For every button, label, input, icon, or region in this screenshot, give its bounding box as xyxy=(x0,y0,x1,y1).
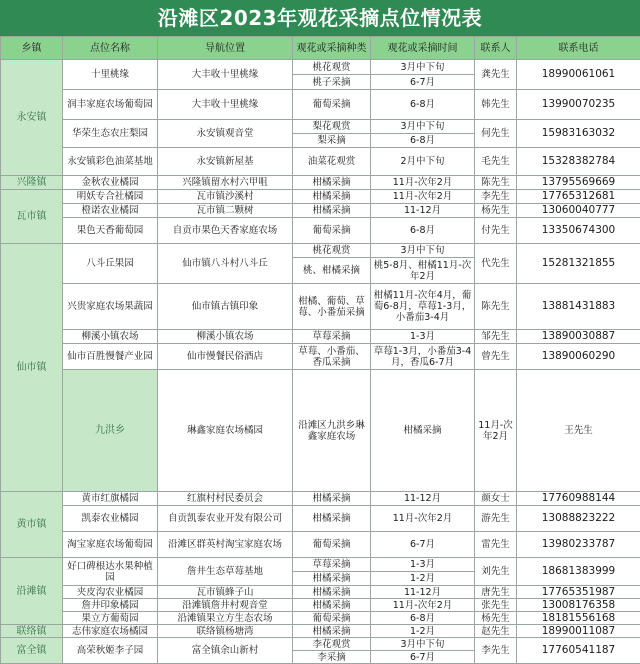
table-row xyxy=(1,370,640,492)
phone-cell: 13990070235 xyxy=(517,90,640,120)
time-cell: 11-12月 xyxy=(371,204,475,218)
category-cell: 柑橘采摘 xyxy=(293,176,371,190)
category-cell: 桃花观赏 xyxy=(293,244,371,258)
time-cell: 1-2月 xyxy=(371,572,475,586)
category-cell: 油菜花观赏 xyxy=(293,148,371,176)
nav-location-cell: 兴隆镇留水村六甲咀 xyxy=(158,176,293,190)
table-header-row xyxy=(1,37,640,60)
header-phone: 联系电话 xyxy=(517,37,640,60)
table-row xyxy=(1,284,640,330)
category-cell: 梨采摘 xyxy=(293,134,371,148)
time-cell: 6-7月 xyxy=(371,651,475,664)
spot-name-cell: 黄市红旗橘园 xyxy=(63,492,158,506)
spot-name-cell: 淘宝家庭农场葡萄园 xyxy=(63,532,158,558)
table-row xyxy=(1,599,640,612)
contact-cell: 韩先生 xyxy=(475,90,517,120)
header-spot-name: 点位名称 xyxy=(63,37,158,60)
phone-cell: 18181556168 xyxy=(517,612,640,625)
time-cell: 6-8月 xyxy=(371,90,475,120)
category-cell: 桃花观赏 xyxy=(293,60,371,75)
phone-cell: 13088823222 xyxy=(517,506,640,532)
phone-cell: 17760988144 xyxy=(517,492,640,506)
time-cell: 桃5-8月、柑橘11月-次年2月 xyxy=(371,258,475,284)
table-row xyxy=(1,612,640,625)
nav-location-cell: 永安镇观音堂 xyxy=(158,120,293,148)
table-row xyxy=(1,90,640,120)
contact-cell: 雷先生 xyxy=(475,532,517,558)
table-row xyxy=(1,60,640,75)
time-cell: 柑橘11月-次年4月，葡萄6-8月，草莓1-3月，小番茄3-4月 xyxy=(371,284,475,330)
contact-cell: 颜女士 xyxy=(475,492,517,506)
header-nav-location: 导航位置 xyxy=(158,37,293,60)
phone-cell: 17765351987 xyxy=(517,586,640,599)
phone-cell: 13350674300 xyxy=(517,218,640,244)
time-cell: 1-2月 xyxy=(371,625,475,638)
table-row xyxy=(1,558,640,572)
spot-name-cell: 夹皮沟农业橘园 xyxy=(63,586,158,599)
category-cell: 桃子采摘 xyxy=(293,75,371,90)
spot-name-cell: 果色天香葡萄园 xyxy=(63,218,158,244)
spot-name-cell: 明妖专合社橘园 xyxy=(63,190,158,204)
spot-name-cell: 橙诺农业橘园 xyxy=(63,204,158,218)
time-cell: 3月中下旬 xyxy=(371,638,475,651)
spot-name-cell: 兴贵家庭农场果蔬园 xyxy=(63,284,158,330)
nav-location-cell: 瓦市镇二颗树 xyxy=(158,204,293,218)
table-row xyxy=(1,330,640,344)
category-cell: 柑橘采摘 xyxy=(293,190,371,204)
time-cell: 6-8月 xyxy=(371,218,475,244)
spot-name-cell: 志伟家庭农场橘园 xyxy=(63,625,158,638)
nav-location-cell: 沿滩镇果立方生态农场 xyxy=(158,612,293,625)
town-cell: 黄市镇 xyxy=(1,492,63,558)
phone-cell: 13060040777 xyxy=(517,204,640,218)
time-cell: 6-8月 xyxy=(371,134,475,148)
nav-location-cell: 红旗村村民委员会 xyxy=(158,492,293,506)
contact-cell: 杨先生 xyxy=(475,612,517,625)
category-cell: 梨花观赏 xyxy=(293,120,371,134)
spot-name-cell: 詹井印象橘园 xyxy=(63,599,158,612)
category-cell: 柑橘采摘 xyxy=(293,572,371,586)
category-cell: 柑橘采摘 xyxy=(371,370,475,492)
nav-location-cell: 仙市镇古镇印象 xyxy=(158,284,293,330)
spot-name-cell: 琳鑫家庭农场橘园 xyxy=(158,370,293,492)
category-cell: 葡萄采摘 xyxy=(293,218,371,244)
time-cell: 6-7月 xyxy=(371,75,475,90)
contact-cell: 唐先生 xyxy=(475,586,517,599)
phone-cell: 18990011087 xyxy=(517,625,640,638)
table-row xyxy=(1,638,640,651)
table-row xyxy=(1,204,640,218)
phone-cell: 18990061061 xyxy=(517,60,640,90)
category-cell: 柑橘采摘 xyxy=(293,492,371,506)
spot-name-cell: 仙市百胜慢餐产业园 xyxy=(63,344,158,370)
table-row xyxy=(1,492,640,506)
nav-location-cell: 瓦市镇蜂子山 xyxy=(158,586,293,599)
contact-cell: 杨先生 xyxy=(475,204,517,218)
header-town: 乡镇 xyxy=(1,37,63,60)
contact-cell: 龚先生 xyxy=(475,60,517,90)
table-row xyxy=(1,218,640,244)
spot-name-cell: 润丰家庭农场葡萄园 xyxy=(63,90,158,120)
phone-cell: 13008176358 xyxy=(517,599,640,612)
time-cell: 11-12月 xyxy=(371,586,475,599)
time-cell: 2月中下旬 xyxy=(371,148,475,176)
spot-name-cell: 八斗丘果园 xyxy=(63,244,158,284)
table-row xyxy=(1,625,640,638)
time-cell: 11月-次年2月 xyxy=(371,506,475,532)
phone-cell: 13795569669 xyxy=(517,176,640,190)
nav-location-cell: 沿滩区群英村淘宝家庭农场 xyxy=(158,532,293,558)
category-cell: 桃、柑橘采摘 xyxy=(293,258,371,284)
contact-cell: 李先生 xyxy=(475,638,517,664)
category-cell: 草莓、小番茄、香瓜采摘 xyxy=(293,344,371,370)
town-cell: 九洪乡 xyxy=(63,370,158,492)
nav-location-cell: 永安镇新屋基 xyxy=(158,148,293,176)
contact-cell: 王先生 xyxy=(517,370,640,492)
contact-cell: 何先生 xyxy=(475,120,517,148)
table-row xyxy=(1,532,640,558)
time-cell: 1-3月 xyxy=(371,330,475,344)
table-row xyxy=(1,176,640,190)
nav-location-cell: 自贡凯泰农业开发有限公司 xyxy=(158,506,293,532)
time-cell: 6-7月 xyxy=(371,532,475,558)
table-row xyxy=(1,244,640,258)
nav-location-cell: 联络镇杨塘湾 xyxy=(158,625,293,638)
nav-location-cell: 柳溪小镇农场 xyxy=(158,330,293,344)
table-row xyxy=(1,586,640,599)
picking-spots-table xyxy=(0,36,640,664)
town-cell: 永安镇 xyxy=(1,60,63,176)
category-cell: 李采摘 xyxy=(293,651,371,664)
category-cell: 葡萄采摘 xyxy=(293,90,371,120)
nav-location-cell: 富全镇余山新村 xyxy=(158,638,293,664)
nav-location-cell: 詹井生态草莓基地 xyxy=(158,558,293,586)
phone-cell: 13881431883 xyxy=(517,284,640,330)
contact-cell: 邹先生 xyxy=(475,330,517,344)
time-cell: 11月-次年2月 xyxy=(371,599,475,612)
category-cell: 柑橘、葡萄、草莓、小番茄采摘 xyxy=(293,284,371,330)
category-cell: 柑橘采摘 xyxy=(293,625,371,638)
spot-name-cell: 华荣生态农庄梨园 xyxy=(63,120,158,148)
category-cell: 葡萄采摘 xyxy=(293,532,371,558)
town-cell: 联络镇 xyxy=(1,625,63,638)
category-cell: 柑橘采摘 xyxy=(293,204,371,218)
time-cell: 11-12月 xyxy=(371,492,475,506)
time-cell: 3月中下旬 xyxy=(371,120,475,134)
time-cell: 6-8月 xyxy=(371,612,475,625)
contact-cell: 陈先生 xyxy=(475,284,517,330)
category-cell: 草莓采摘 xyxy=(293,558,371,572)
spot-name-cell: 好口碑根达水果种植园 xyxy=(63,558,158,586)
category-cell: 柑橘采摘 xyxy=(293,586,371,599)
nav-location-cell: 瓦市镇沙溪村 xyxy=(158,190,293,204)
phone-cell: 15281321855 xyxy=(517,244,640,284)
contact-cell: 毛先生 xyxy=(475,148,517,176)
spot-name-cell: 十里桃缘 xyxy=(63,60,158,90)
nav-location-cell: 大丰收十里桃缘 xyxy=(158,60,293,90)
spot-name-cell: 凯泰农业橘园 xyxy=(63,506,158,532)
table-row xyxy=(1,148,640,176)
contact-cell: 代先生 xyxy=(475,244,517,284)
category-cell: 柑橘采摘 xyxy=(293,599,371,612)
category-cell: 柑橘采摘 xyxy=(293,506,371,532)
time-cell: 3月中下旬 xyxy=(371,60,475,75)
time-cell: 草莓1-3月，小番茄3-4月，香瓜6-7月 xyxy=(371,344,475,370)
table-row xyxy=(1,344,640,370)
town-cell: 兴隆镇 xyxy=(1,176,63,190)
phone-cell: 17760541187 xyxy=(517,638,640,664)
table-row xyxy=(1,190,640,204)
category-cell: 李花观赏 xyxy=(293,638,371,651)
phone-cell: 18681383999 xyxy=(517,558,640,586)
spot-name-cell: 金秋农业橘园 xyxy=(63,176,158,190)
nav-location-cell: 自贡市果色天香家庭农场 xyxy=(158,218,293,244)
contact-cell: 赵先生 xyxy=(475,625,517,638)
phone-cell: 13890030887 xyxy=(517,330,640,344)
time-cell: 11月-次年2月 xyxy=(371,190,475,204)
contact-cell: 刘先生 xyxy=(475,558,517,586)
header-category: 观花或采摘种类 xyxy=(293,37,371,60)
category-cell: 葡萄采摘 xyxy=(293,612,371,625)
phone-cell: 13890060290 xyxy=(517,344,640,370)
nav-location-cell: 仙市镇八斗村八斗丘 xyxy=(158,244,293,284)
contact-cell: 曾先生 xyxy=(475,344,517,370)
town-cell: 沿滩镇 xyxy=(1,558,63,625)
nav-location-cell: 沿滩镇詹井村观音堂 xyxy=(158,599,293,612)
nav-location-cell: 仙市慢餐民俗酒店 xyxy=(158,344,293,370)
phone-cell: 15983163032 xyxy=(517,120,640,148)
time-cell: 11月-次年2月 xyxy=(475,370,517,492)
contact-cell: 游先生 xyxy=(475,506,517,532)
nav-location-cell: 沿滩区九洪乡琳鑫家庭农场 xyxy=(293,370,371,492)
spot-name-cell: 柳溪小镇农场 xyxy=(63,330,158,344)
contact-cell: 陈先生 xyxy=(475,176,517,190)
contact-cell: 李先生 xyxy=(475,190,517,204)
header-time: 观花或采摘时间 xyxy=(371,37,475,60)
time-cell: 11月-次年2月 xyxy=(371,176,475,190)
category-cell: 草莓采摘 xyxy=(293,330,371,344)
table-title: 沿滩区2023年观花采摘点位情况表 xyxy=(0,0,640,36)
town-cell: 仙市镇 xyxy=(1,244,63,492)
spot-name-cell: 永安镇彩色油菜基地 xyxy=(63,148,158,176)
contact-cell: 付先生 xyxy=(475,218,517,244)
contact-cell: 张先生 xyxy=(475,599,517,612)
spot-name-cell: 高荣秋姬李子园 xyxy=(63,638,158,664)
phone-cell: 17765312681 xyxy=(517,190,640,204)
spot-name-cell: 果立方葡萄园 xyxy=(63,612,158,625)
time-cell: 1-3月 xyxy=(371,558,475,572)
town-cell: 富全镇 xyxy=(1,638,63,664)
time-cell: 3月中下旬 xyxy=(371,244,475,258)
town-cell: 瓦市镇 xyxy=(1,190,63,244)
phone-cell: 13980233787 xyxy=(517,532,640,558)
nav-location-cell: 大丰收十里桃缘 xyxy=(158,90,293,120)
phone-cell: 15328382784 xyxy=(517,148,640,176)
table-row xyxy=(1,506,640,532)
table-row xyxy=(1,120,640,134)
header-contact: 联系人 xyxy=(475,37,517,60)
